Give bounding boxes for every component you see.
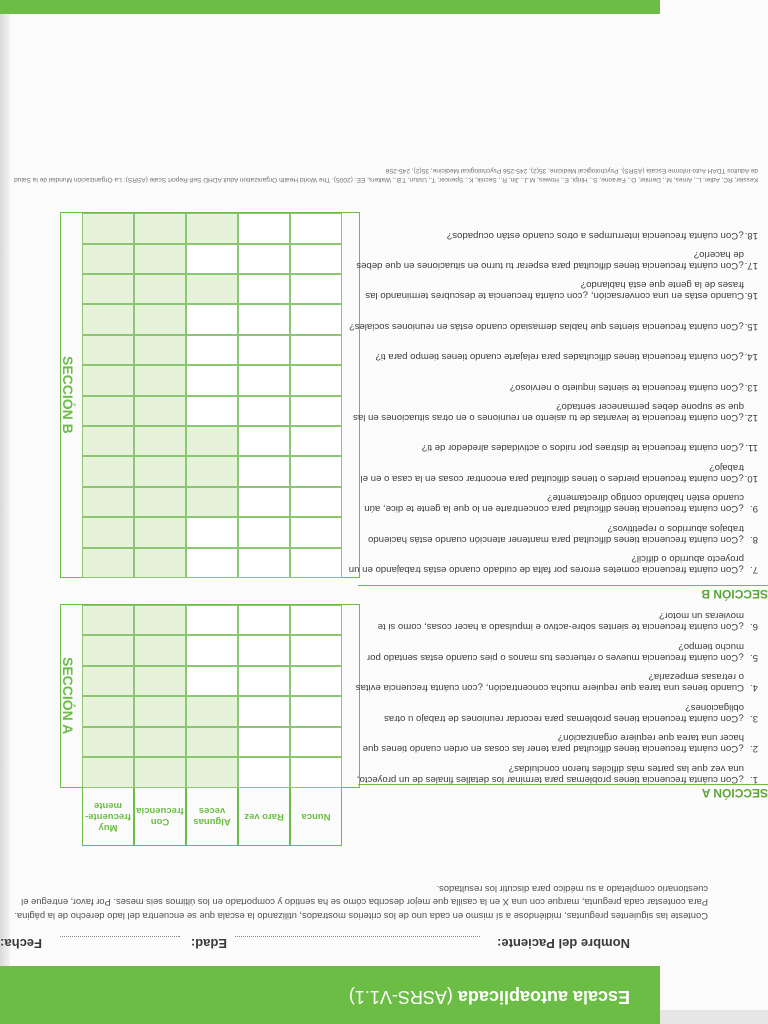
answer-checkbox[interactable] bbox=[134, 304, 186, 334]
bottom-banner-strip bbox=[0, 0, 660, 14]
answer-checkbox[interactable] bbox=[238, 396, 290, 426]
question-number: 11. bbox=[745, 442, 758, 454]
answer-checkbox[interactable] bbox=[82, 666, 134, 697]
answer-checkbox[interactable] bbox=[82, 605, 134, 636]
answer-checkbox[interactable] bbox=[186, 605, 238, 636]
answer-checkbox[interactable] bbox=[186, 426, 238, 456]
answer-checkbox[interactable] bbox=[186, 697, 238, 728]
answer-checkbox[interactable] bbox=[82, 456, 134, 486]
answer-checkbox[interactable] bbox=[290, 304, 342, 334]
question-text: Cuando tienes una tarea que requiere mucha concentración, ¿con cuánta frecuencia evitas o retrasas empezarla? bbox=[355, 671, 744, 694]
answer-checkbox[interactable] bbox=[290, 335, 342, 365]
answer-checkbox[interactable] bbox=[186, 548, 238, 578]
answer-checkbox[interactable] bbox=[186, 517, 238, 547]
answer-checkbox[interactable] bbox=[238, 697, 290, 728]
patient-name-label: Nombre del Paciente: bbox=[497, 936, 630, 951]
answer-checkbox[interactable] bbox=[82, 426, 134, 456]
question-text: ¿Con cuánta frecuencia tienes dificultad para tener las cosas en orden cuando tienes que hacer una tarea que requiere organización? bbox=[362, 732, 744, 755]
answer-checkbox[interactable] bbox=[290, 456, 342, 486]
answer-checkbox[interactable] bbox=[186, 274, 238, 304]
question-number: 7. bbox=[749, 564, 758, 575]
answer-checkbox[interactable] bbox=[290, 666, 342, 697]
answer-checkbox[interactable] bbox=[238, 274, 290, 304]
question-text: ¿Con cuánta frecuencia te sientes sobre-activo e impulsado a hacer cosas, como si te movieras un motor? bbox=[377, 610, 744, 633]
answer-checkbox[interactable] bbox=[238, 335, 290, 365]
answer-checkbox[interactable] bbox=[290, 426, 342, 456]
question-number: 12. bbox=[744, 412, 758, 423]
answer-checkbox[interactable] bbox=[82, 396, 134, 426]
answer-checkbox[interactable] bbox=[290, 396, 342, 426]
answer-checkbox[interactable] bbox=[134, 697, 186, 728]
answer-checkbox[interactable] bbox=[238, 365, 290, 395]
section-a-caption: SECCIÓN A bbox=[358, 784, 768, 800]
answer-checkbox[interactable] bbox=[186, 244, 238, 274]
answer-checkbox[interactable] bbox=[238, 548, 290, 578]
answer-checkbox[interactable] bbox=[134, 456, 186, 486]
answer-checkbox[interactable] bbox=[134, 636, 186, 667]
answer-checkbox[interactable] bbox=[186, 335, 238, 365]
answer-checkbox[interactable] bbox=[238, 727, 290, 758]
question-text: Cuando estás en una conversación, ¿con cuánta frecuencia te descubres terminando las frases de la gente que está hablando? bbox=[365, 279, 744, 302]
age-label: Edad: bbox=[190, 936, 227, 951]
age-field[interactable] bbox=[60, 936, 180, 937]
answer-checkbox[interactable] bbox=[290, 548, 342, 578]
question-number: 16. bbox=[744, 290, 758, 302]
answer-checkbox[interactable] bbox=[134, 426, 186, 456]
citation-text: Kessler, RC, Adler, L., Ames, M., Demler, O., Faraone, S., Hiripi, E., Howes, M.J., Jin, R., Secnik, K., Spencer, T., Ustun, T.B., Walters, EE. (2005). The World Health Organization Adult ADHD Self-Report Scale (ASRS): La Organización Mundial de la Salud de Adultos TDAH Auto-Informe Escala (ASRS). Psychological Medicine, 35(2), 245-256 Psychological Medicine, 35(2), 245-256 bbox=[14, 167, 758, 183]
answer-checkbox[interactable] bbox=[82, 274, 134, 304]
answer-checkbox[interactable] bbox=[134, 605, 186, 636]
answer-checkbox[interactable] bbox=[134, 274, 186, 304]
answer-checkbox[interactable] bbox=[290, 517, 342, 547]
response-header-algunas-veces: Algunas veces bbox=[186, 788, 238, 846]
patient-fields bbox=[0, 927, 630, 951]
answer-checkbox[interactable] bbox=[186, 396, 238, 426]
answer-checkbox[interactable] bbox=[134, 758, 186, 789]
answer-checkbox[interactable] bbox=[186, 758, 238, 789]
answer-checkbox[interactable] bbox=[82, 517, 134, 547]
answer-checkbox[interactable] bbox=[134, 517, 186, 547]
answer-checkbox[interactable] bbox=[82, 304, 134, 334]
answer-checkbox[interactable] bbox=[134, 666, 186, 697]
answer-checkbox[interactable] bbox=[82, 335, 134, 365]
question-text: ¿Con cuánta frecuencia te distraes por ruidos o actividades alrededor de ti? bbox=[421, 442, 744, 454]
answer-checkbox[interactable] bbox=[238, 244, 290, 274]
answer-checkbox[interactable] bbox=[134, 727, 186, 758]
answer-checkbox[interactable] bbox=[186, 636, 238, 667]
answer-checkbox[interactable] bbox=[290, 213, 342, 243]
question-text: ¿Con cuánta frecuencia tienes dificultad para mantener atención cuando estás haciendo trabajos aburridos o repetitivos? bbox=[368, 522, 744, 545]
section-a-side-label: SECCIÓN A bbox=[60, 657, 76, 735]
title-banner bbox=[0, 966, 660, 1024]
question-number: 13. bbox=[744, 381, 758, 393]
response-header-con-frecuencia: Con frecuencia bbox=[134, 788, 186, 846]
answer-checkbox[interactable] bbox=[290, 244, 342, 274]
answer-checkbox[interactable] bbox=[82, 758, 134, 789]
answer-checkbox[interactable] bbox=[290, 697, 342, 728]
question-text: ¿Con cuánta frecuencia tienes problemas para terminar los detalles finales de un proyecto, una vez que las partes más difíciles fueron concluidas? bbox=[356, 763, 744, 785]
question-number: 15. bbox=[744, 320, 758, 332]
answer-checkbox[interactable] bbox=[186, 304, 238, 334]
question-text: ¿Con cuánta frecuencia tienes dificultad para concentrarte en lo que la gente te dice, aún cuando estén hablando contigo directamente? bbox=[364, 492, 744, 515]
answer-checkbox[interactable] bbox=[134, 548, 186, 578]
question-text: ¿Con cuánta frecuencia tienes dificultades para relajarte cuando tienes tiempo para ti? bbox=[375, 351, 744, 363]
date-label: Fecha: bbox=[0, 936, 42, 951]
answer-checkbox[interactable] bbox=[238, 517, 290, 547]
form-title bbox=[349, 986, 630, 1007]
answer-checkbox[interactable] bbox=[238, 605, 290, 636]
answer-checkbox[interactable] bbox=[82, 213, 134, 243]
question-number: 9. bbox=[749, 503, 758, 515]
question-number: 6. bbox=[749, 621, 758, 633]
answer-checkbox[interactable] bbox=[134, 335, 186, 365]
answer-checkbox[interactable] bbox=[290, 605, 342, 636]
answer-checkbox[interactable] bbox=[82, 636, 134, 667]
question-text: ¿Con cuánta frecuencia sientes que hablas demasiado cuando estás en reuniones sociales? bbox=[349, 320, 744, 332]
answer-checkbox[interactable] bbox=[82, 697, 134, 728]
response-header-muy-frecuentemente: Muy frecuente-mente bbox=[82, 788, 134, 846]
answer-checkbox[interactable] bbox=[238, 456, 290, 486]
answer-checkbox[interactable] bbox=[238, 636, 290, 667]
answer-checkbox[interactable] bbox=[82, 244, 134, 274]
question-number: 2. bbox=[749, 743, 758, 755]
question-text: ¿Con cuánta frecuencia pierdes o tienes dificultad para encontrar cosas en la casa o en el trabajo? bbox=[360, 461, 744, 484]
response-header-nunca: Nunca bbox=[290, 788, 342, 846]
answer-checkbox[interactable] bbox=[134, 396, 186, 426]
answer-checkbox[interactable] bbox=[134, 365, 186, 395]
answer-checkbox[interactable] bbox=[290, 487, 342, 517]
answer-checkbox[interactable] bbox=[134, 213, 186, 243]
answer-checkbox[interactable] bbox=[186, 365, 238, 395]
question-number: 3. bbox=[749, 713, 758, 724]
answer-checkbox[interactable] bbox=[238, 213, 290, 243]
answer-checkbox[interactable] bbox=[134, 244, 186, 274]
question-text: ¿Con cuánta frecuencia tienes problemas para recordar reuniones de trabajo u otras obligaciones? bbox=[384, 702, 744, 724]
answer-checkbox[interactable] bbox=[238, 304, 290, 334]
question-number: 1. bbox=[749, 774, 758, 785]
answer-checkbox[interactable] bbox=[82, 548, 134, 578]
answer-checkbox[interactable] bbox=[82, 727, 134, 758]
answer-checkbox[interactable] bbox=[186, 727, 238, 758]
question-number: 8. bbox=[749, 533, 758, 545]
answer-checkbox[interactable] bbox=[290, 758, 342, 789]
answer-checkbox[interactable] bbox=[186, 487, 238, 517]
answer-checkbox[interactable] bbox=[82, 365, 134, 395]
title-code: (ASRS-V1.1) bbox=[348, 987, 453, 1007]
answer-checkbox[interactable] bbox=[290, 727, 342, 758]
question-number: 10. bbox=[744, 472, 758, 484]
question-number: 17. bbox=[744, 260, 758, 271]
instructions-text: Conteste las siguientes preguntas, midiéndose a sí mismo en cada uno de los criterios mostrados, utilizando la escala que se encuentra del lado derecho de la página. Para contestar cada pregunta, marque con una X en la casilla que mejor describa cómo se ha sentido y comportado en los últimos seis meses. Por favor, entregue el cuestionario completado a su médico para discutir los resultados. bbox=[14, 884, 708, 922]
question-text: ¿Con cuánta frecuencia interrumpes a otros cuando están ocupados? bbox=[446, 229, 744, 241]
answer-checkbox[interactable] bbox=[238, 758, 290, 789]
answer-checkbox[interactable] bbox=[134, 487, 186, 517]
answer-checkbox[interactable] bbox=[290, 365, 342, 395]
question-text: ¿Con cuánta frecuencia cometes errores por falta de cuidado cuando estás trabajando en un proyecto aburrido o difícil? bbox=[348, 553, 744, 575]
section-b-side-label: SECCIÓN B bbox=[60, 356, 76, 434]
answer-checkbox[interactable] bbox=[238, 487, 290, 517]
answer-checkbox[interactable] bbox=[238, 666, 290, 697]
answer-checkbox[interactable] bbox=[186, 456, 238, 486]
title-text: Escala autoaplicada bbox=[457, 987, 630, 1007]
answer-checkbox[interactable] bbox=[82, 487, 134, 517]
answer-checkbox[interactable] bbox=[238, 426, 290, 456]
answer-checkbox[interactable] bbox=[186, 213, 238, 243]
question-text: ¿Con cuánta frecuencia te levantas de tu asiento en reuniones o en otras situaciones en las que se supone debes permanecer sentado? bbox=[353, 401, 744, 423]
section-b-caption: SECCIÓN B bbox=[358, 585, 768, 601]
answer-checkbox[interactable] bbox=[290, 636, 342, 667]
question-text: ¿Con cuánta frecuencia mueves o retuerces tus manos o pies cuando estas sentado por mucho tiempo? bbox=[366, 641, 744, 663]
answer-checkbox[interactable] bbox=[186, 666, 238, 697]
patient-name-field[interactable] bbox=[235, 936, 480, 937]
question-text: ¿Con cuánta frecuencia tienes dificultad para esperar tu turno en situaciones en que debes de hacerlo? bbox=[356, 249, 744, 271]
question-number: 4. bbox=[749, 682, 758, 694]
answer-checkbox[interactable] bbox=[290, 274, 342, 304]
question-number: 5. bbox=[749, 652, 758, 663]
question-number: 18. bbox=[744, 229, 758, 241]
question-number: 14. bbox=[744, 351, 758, 363]
response-header-raro-vez: Raro vez bbox=[238, 788, 290, 846]
question-text: ¿Con cuánta frecuencia te sientes inquieto o nervioso? bbox=[509, 381, 744, 393]
